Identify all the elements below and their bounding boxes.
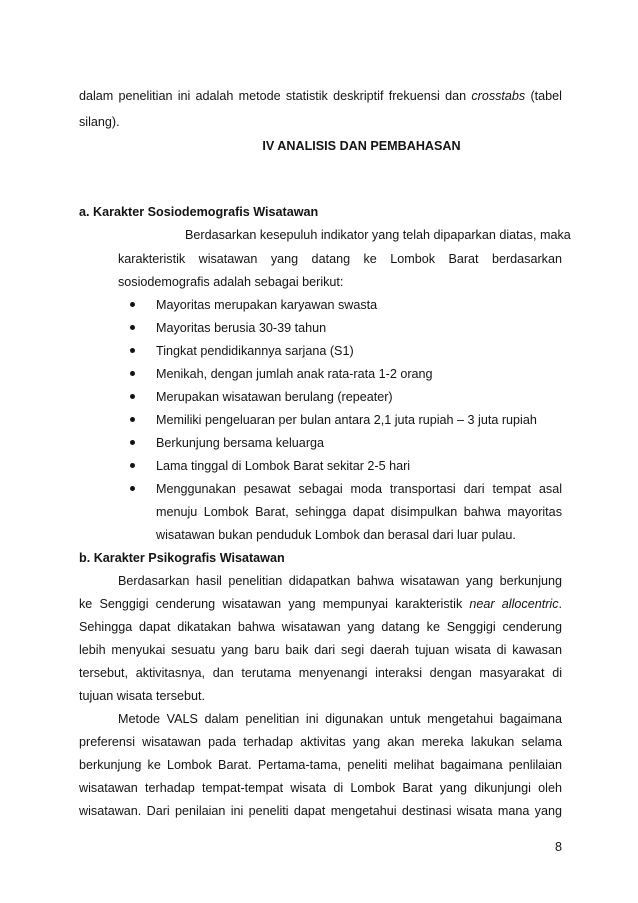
list-item-continued: wisatawan bukan penduduk Lombok dan berasal dari luar pulau. [156, 528, 516, 542]
list-item: Menggunakan pesawat sebagai moda transportasi dari tempat asal [156, 482, 562, 496]
intro-emphasis: crosstabs [471, 89, 526, 103]
section-a-para-line: karakteristik wisatawan yang datang ke Lombok Barat berdasarkan [118, 252, 562, 266]
list-item: Memiliki pengeluaran per bulan antara 2,1 juta rupiah – 3 juta rupiah [156, 413, 537, 427]
list-item: Berkunjung bersama keluarga [156, 436, 325, 450]
para-emphasis: near allocentric [469, 597, 559, 611]
section-b-para-line: lebih menyukai sesuatu yang baru baik dari segi daerah tujuan wisata di kawasan [79, 643, 562, 657]
list-item: Merupakan wisatawan berulang (repeater) [156, 390, 393, 404]
page-number: 8 [554, 840, 562, 854]
intro-line-2: silang). [79, 115, 120, 129]
intro-text: (tabel [525, 89, 562, 103]
list-item: Mayoritas merupakan karyawan swasta [156, 298, 378, 312]
section-a-para-line: sosiodemografis adalah sebagai berikut: [118, 275, 344, 289]
list-item: Mayoritas berusia 30-39 tahun [156, 321, 327, 335]
list-item: Lama tinggal di Lombok Barat sekitar 2-5 hari [156, 459, 411, 473]
section-b-para-line [79, 595, 562, 613]
intro-text: dalam penelitian ini adalah metode statistik deskriptif frekuensi dan [79, 89, 472, 103]
section-b-para2-line: Metode VALS dalam penelitian ini digunakan untuk mengetahui bagaimana [118, 712, 562, 726]
section-b-para-line: tersebut, aktivitasnya, dan terutama menyenangi interaksi dengan masyarakat di [79, 666, 562, 680]
section-b-para-line: Sehingga dapat dikatakan bahwa wisatawan yang datang ke Senggigi cenderung [79, 620, 562, 634]
section-a-title: a. Karakter Sosiodemografis Wisatawan [79, 205, 319, 219]
section-b-para2-line: preferensi wisatawan pada terhadap aktivitas yang akan mereka lakukan selama [79, 735, 562, 749]
para-text: . [558, 597, 562, 611]
section-b-title: b. Karakter Psikografis Wisatawan [79, 551, 285, 565]
list-item: Menikah, dengan jumlah anak rata-rata 1-2 orang [156, 367, 433, 381]
list-item-continued: menuju Lombok Barat, sehingga dapat disimpulkan bahwa mayoritas [156, 505, 562, 519]
section-b-para-line: Berdasarkan hasil penelitian didapatkan bahwa wisatawan yang berkunjung [118, 574, 562, 588]
section-b-para2-line: berkunjung ke Lombok Barat. Pertama-tama, peneliti melihat bagaimana penlilaian [79, 758, 562, 772]
section-b-para-line: tujuan wisata tersebut. [79, 689, 206, 703]
section-b-para2-line: wisatawan. Dari penilaian ini peneliti dapat mengetahui destinasi wisata mana yang [79, 804, 562, 818]
section-a-para-line: Berdasarkan kesepuluh indikator yang telah dipaparkan diatas, maka [185, 228, 571, 242]
para-text: ke Senggigi cenderung wisatawan yang mempunyai karakteristik [79, 597, 470, 611]
section-heading: IV ANALISIS DAN PEMBAHASAN [262, 139, 461, 153]
list-item: Tingkat pendidikannya sarjana (S1) [156, 344, 354, 358]
section-b-para2-line: wisatawan terhadap tempat-tempat wisata di Lombok Barat yang dikunjungi oleh [79, 781, 562, 795]
intro-line-1 [79, 87, 562, 105]
